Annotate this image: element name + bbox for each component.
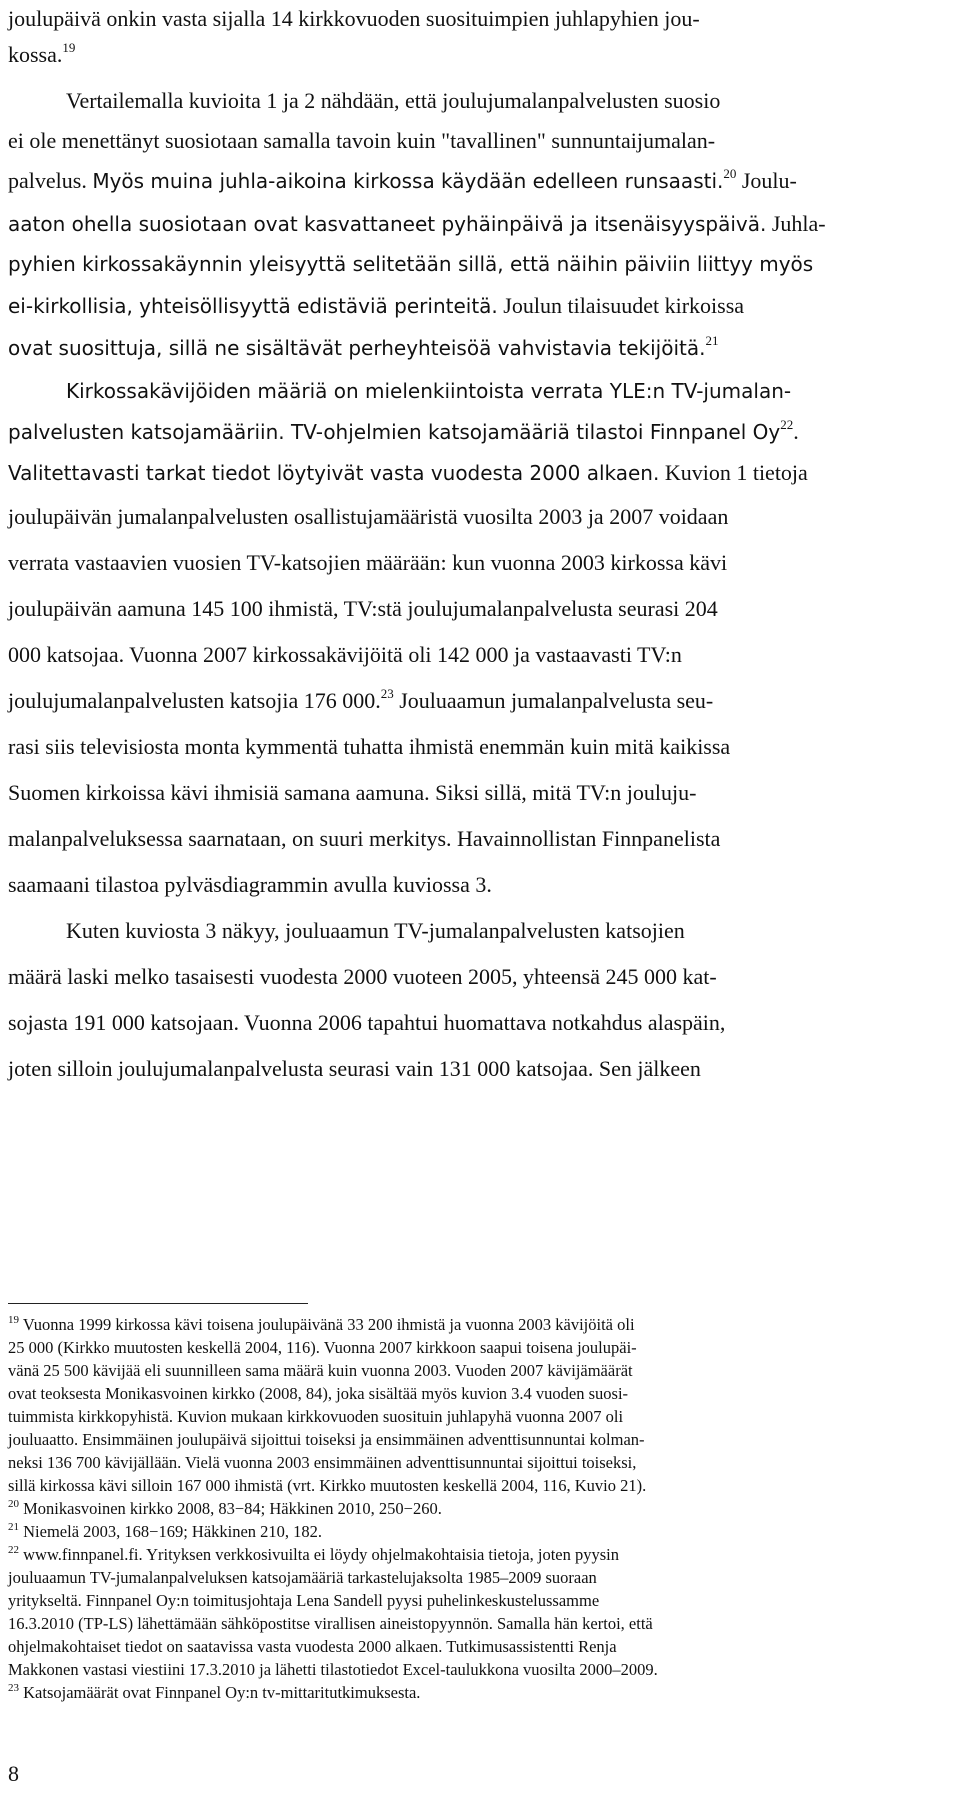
text-line: joten silloin joulujumalanpalvelusta seurasi vain 131 000 katsojaa. Sen jälkeen [8, 1056, 701, 1081]
text-line: ei-kirkollisia, yhteisöllisyyttä edistäviä perinteitä. Joulun tilaisuudet kirkoissa [8, 293, 745, 318]
text-line: saamaani tilastoa pylväsdiagrammin avulla kuviossa 3. [8, 872, 492, 897]
footnote-line: neksi 136 700 kävijällään. Vielä vuonna 2003 ensimmäinen adventtisunnuntai sijoittui toiseksi, [8, 1453, 637, 1472]
footnote-line: 25 000 (Kirkko muutosten keskellä 2004, 116). Vuonna 2007 kirkkoon saapui toisena joulupäi- [8, 1338, 637, 1357]
text-line: rasi siis televisiosta monta kymmentä tuhatta ihmistä enemmän kuin mitä kaikissa [8, 734, 731, 759]
footnote-line: vänä 25 500 kävijää eli suunnilleen sama määrä kuin vuonna 2003. Vuoden 2007 kävijämäärät [8, 1361, 633, 1380]
text-line: verrata vastaavien vuosien TV-katsojien määrään: kun vuonna 2003 kirkossa kävi [8, 550, 728, 575]
text-line: joulupäivän aamuna 145 100 ihmistä, TV:stä joulujumalanpalvelusta seurasi 204 [8, 596, 718, 621]
text-line: aaton ohella suosiotaan ovat kasvattaneet pyhäinpäivä ja itsenäisyyspäivä. Juhla- [8, 211, 826, 236]
text-line: määrä laski melko tasaisesti vuodesta 2000 vuoteen 2005, yhteensä 245 000 kat- [8, 964, 717, 989]
footnote-23: $^{23}$ Katsojamäärät ovat Finnpanel Oy:n tv-mittaritutkimuksesta. [8, 1682, 421, 1702]
text-line: Vertailemalla kuvioita 1 ja 2 nähdään, että joulujumalanpalvelusten suosio [66, 88, 721, 113]
text-line: ovat suosittuja, sillä ne sisältävät perheyhteisöä vahvistavia tekijöitä.$^{21}$ [8, 333, 719, 360]
text-line: 000 katsojaa. Vuonna 2007 kirkossakävijöitä oli 142 000 ja vastaavasti TV:n [8, 642, 682, 667]
text-line: Kuten kuviosta 3 näkyy, jouluaamun TV-jumalanpalvelusten katsojien [66, 918, 685, 943]
footnote-19: $^{19}$ Vuonna 1999 kirkossa kävi toisena joulupäivänä 33 200 ihmistä ja vuonna 2003 kävijöitä oli [8, 1314, 635, 1334]
footnote-ref[interactable]: 20 [723, 166, 737, 181]
text-line: palvelus. Myös muina juhla-aikoina kirkossa käydään edelleen runsaasti.$^{20}$ Joulu- [8, 166, 797, 193]
text-line: joulujumalanpalvelusten katsojia 176 000.23 Jouluaamun jumalanpalvelusta seu- [8, 686, 714, 713]
text-line: pyhien kirkossakäynnin yleisyyttä selitetään sillä, että näihin päiviin liittyy myös [8, 252, 814, 276]
footnote-21: $^{21}$ Niemelä 2003, 168−169; Häkkinen 210, 182. [8, 1521, 323, 1541]
text-line: kossa.$^{19}$ [8, 40, 76, 67]
page-number: 8 [8, 1761, 19, 1786]
footnote-line: 16.3.2010 (TP-LS) lähettämään sähköpostitse virallisen aineistopyynnön. Samalla hän kertoi, että [8, 1614, 653, 1633]
text-line: Suomen kirkoissa kävi ihmisiä samana aamuna. Siksi sillä, mitä TV:n jouluju- [8, 780, 697, 805]
footnote-line: yritykseltä. Finnpanel Oy:n toimitusjohtaja Lena Sandell pyysi puhelinkeskustelussamme [8, 1591, 600, 1610]
footnote-ref[interactable]: 22 [780, 417, 794, 432]
text-line: joulupäivä onkin vasta sijalla 14 kirkkovuoden suosituimpien juhlapyhien jou- [8, 6, 700, 31]
text-line: Kirkossakävijöiden määriä on mielenkiintoista verrata YLE:n TV-jumalan- [66, 379, 792, 403]
footnote-line: jouluaatto. Ensimmäinen joulupäivä sijoittui toiseksi ja ensimmäinen adventtisunnuntai kolman- [8, 1430, 645, 1449]
footnote-20: $^{20}$ Monikasvoinen kirkko 2008, 83−84; Häkkinen 2010, 250−260. [8, 1498, 442, 1518]
footnote-line: ovat teoksesta Monikasvoinen kirkko (2008, 84), joka sisältää myös kuvion 3.4 vuoden suosi- [8, 1384, 629, 1403]
text-line: ei ole menettänyt suosiotaan samalla tavoin kuin "tavallinen" sunnuntaijumalan- [8, 128, 716, 153]
footnote-line: jouluaamun TV-jumalanpalveluksen katsojamääriä tarkastelujaksolta 1985–2009 suoraan [8, 1568, 597, 1587]
footnote-22: $^{22}$ www.finnpanel.fi. Yrityksen verkkosivuilta ei löydy ohjelmakohtaisia tietoja, joten pyysin [8, 1544, 619, 1564]
footnote-line: tuimmista kirkkopyhistä. Kuvion mukaan kirkkovuoden suosituin juhlapyhä vuonna 2007 oli [8, 1407, 624, 1426]
text-line: palvelusten katsojamääriin. TV-ohjelmien katsojamääriä tilastoi Finnpanel Oy$^{22}$. [8, 417, 799, 444]
text-line: joulupäivän jumalanpalvelusten osallistujamääristä vuosilta 2003 ja 2007 voidaan [8, 504, 729, 529]
footnote-ref[interactable]: 19 [62, 40, 76, 55]
footnote-ref[interactable]: 23 [380, 686, 394, 701]
footnote-divider [8, 1303, 308, 1304]
footnote-line: sillä kirkossa kävi silloin 167 000 ihmistä (vrt. Kirkko muutosten keskellä 2004, 116, Kuvio 21). [8, 1476, 647, 1495]
footnote-line: Makkonen vastasi viestiini 17.3.2010 ja lähetti tilastotiedot Excel-taulukkona vuosilta 2000–2009. [8, 1660, 658, 1679]
text-line: malanpalveluksessa saarnataan, on suuri merkitys. Havainnollistan Finnpanelista [8, 826, 721, 851]
text-line: sojasta 191 000 katsojaan. Vuonna 2006 tapahtui huomattava notkahdus alaspäin, [8, 1010, 726, 1035]
text-line: Valitettavasti tarkat tiedot löytyivät vasta vuodesta 2000 alkaen. Kuvion 1 tietoja [8, 460, 808, 485]
footnote-line: ohjelmakohtaiset tiedot on saatavissa vasta vuodesta 2000 alkaen. Tutkimusassistentti Renja [8, 1637, 617, 1656]
footnote-ref[interactable]: 21 [705, 333, 719, 348]
